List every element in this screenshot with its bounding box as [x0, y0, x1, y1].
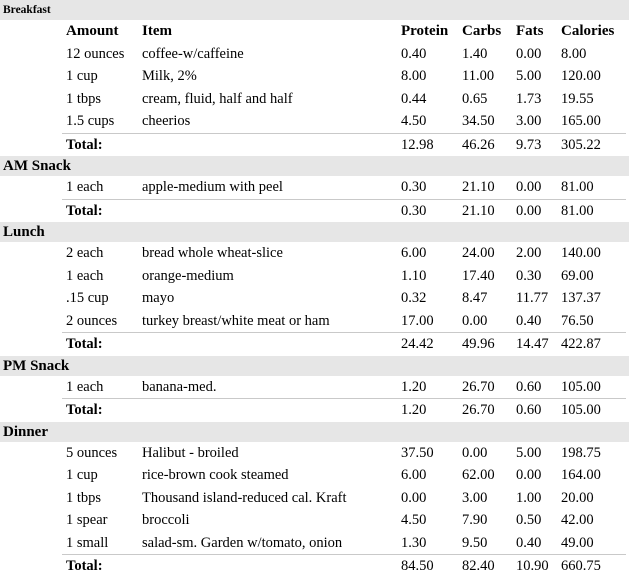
total-fats: 14.47 — [516, 336, 549, 352]
cell-item: bread whole wheat-slice — [142, 245, 283, 261]
cell-protein: 4.50 — [401, 512, 427, 528]
cell-carbs: 34.50 — [462, 113, 495, 129]
cell-carbs: 8.47 — [462, 290, 488, 306]
cell-protein: 0.00 — [401, 489, 427, 506]
cell-amount: 1 small — [66, 534, 109, 551]
total-carbs: 26.70 — [462, 402, 495, 418]
cell-amount: 2 ounces — [66, 312, 118, 329]
cell-carbs: 3.00 — [462, 489, 488, 506]
cell-calories: 140.00 — [561, 245, 601, 261]
cell-protein: 1.10 — [401, 267, 427, 284]
total-protein: 12.98 — [401, 136, 434, 153]
total-protein: 1.20 — [401, 402, 427, 418]
cell-carbs: 0.00 — [462, 444, 488, 461]
cell-fats: 0.60 — [516, 378, 542, 395]
total-label: Total: — [66, 136, 103, 153]
total-calories: 660.75 — [561, 558, 601, 574]
total-label: Total: — [66, 402, 103, 418]
column-header-item: Item — [142, 23, 172, 39]
cell-item: salad-sm. Garden w/tomato, onion — [142, 534, 343, 551]
section-header-dinner: Dinner — [0, 422, 629, 442]
section-header-pm-snack: PM Snack — [0, 356, 629, 376]
column-header-row — [0, 20, 629, 43]
cell-protein: 4.50 — [401, 113, 427, 129]
cell-calories: 164.00 — [561, 467, 601, 483]
cell-carbs: 62.00 — [462, 467, 495, 483]
total-calories: 422.87 — [561, 336, 601, 352]
cell-protein: 0.30 — [401, 179, 427, 195]
cell-calories: 49.00 — [561, 534, 594, 551]
cell-fats: 0.30 — [516, 267, 542, 284]
cell-fats: 0.50 — [516, 512, 542, 528]
cell-amount: 1 each — [66, 179, 104, 195]
cell-amount: 2 each — [66, 245, 104, 261]
total-label: Total: — [66, 336, 103, 352]
cell-protein: 0.32 — [401, 290, 427, 306]
table-row — [0, 88, 629, 111]
total-fats: 10.90 — [516, 558, 549, 574]
cell-carbs: 21.10 — [462, 179, 495, 195]
cell-protein: 1.30 — [401, 534, 427, 551]
table-row — [0, 532, 629, 555]
cell-protein: 37.50 — [401, 444, 434, 461]
cell-item: Milk, 2% — [142, 68, 197, 84]
cell-fats: 0.40 — [516, 312, 542, 329]
cell-protein: 6.00 — [401, 467, 427, 483]
total-carbs: 21.10 — [462, 202, 495, 219]
total-protein: 0.30 — [401, 202, 427, 219]
section-header-lunch: Lunch — [0, 222, 629, 242]
cell-calories: 20.00 — [561, 489, 594, 506]
section-header-breakfast: Breakfast — [0, 0, 629, 20]
cell-fats: 5.00 — [516, 444, 542, 461]
cell-amount: 12 ounces — [66, 45, 125, 62]
cell-calories: 165.00 — [561, 113, 601, 129]
cell-amount: 1 each — [66, 267, 104, 284]
cell-calories: 120.00 — [561, 68, 601, 84]
column-header-calories: Calories — [561, 23, 615, 39]
cell-amount: 5 ounces — [66, 444, 118, 461]
cell-protein: 1.20 — [401, 378, 427, 395]
cell-carbs: 17.40 — [462, 267, 495, 284]
total-fats: 9.73 — [516, 136, 542, 153]
cell-fats: 3.00 — [516, 113, 542, 129]
cell-fats: 2.00 — [516, 245, 542, 261]
total-calories: 305.22 — [561, 136, 601, 153]
cell-protein: 0.40 — [401, 45, 427, 62]
table-row — [0, 376, 629, 399]
cell-calories: 198.75 — [561, 444, 601, 461]
table-row — [0, 442, 629, 465]
cell-carbs: 0.00 — [462, 312, 488, 329]
total-row — [0, 134, 629, 157]
cell-fats: 5.00 — [516, 68, 542, 84]
cell-item: rice-brown cook steamed — [142, 467, 289, 483]
cell-amount: .15 cup — [66, 290, 109, 306]
table-row — [0, 265, 629, 288]
cell-protein: 17.00 — [401, 312, 434, 329]
table-row — [0, 110, 629, 133]
cell-carbs: 9.50 — [462, 534, 488, 551]
total-calories: 81.00 — [561, 202, 594, 219]
cell-item: Thousand island-reduced cal. Kraft — [142, 489, 347, 506]
cell-carbs: 26.70 — [462, 378, 495, 395]
table-row — [0, 487, 629, 510]
table-row — [0, 65, 629, 88]
cell-protein: 8.00 — [401, 68, 427, 84]
cell-calories: 105.00 — [561, 378, 601, 395]
cell-item: Halibut - broiled — [142, 444, 239, 461]
cell-item: apple-medium with peel — [142, 179, 283, 195]
cell-carbs: 0.65 — [462, 90, 488, 107]
total-label: Total: — [66, 558, 103, 574]
cell-fats: 11.77 — [516, 290, 549, 306]
cell-calories: 8.00 — [561, 45, 587, 62]
cell-carbs: 11.00 — [462, 68, 495, 84]
cell-item: mayo — [142, 290, 175, 306]
table-row — [0, 43, 629, 66]
cell-calories: 42.00 — [561, 512, 594, 528]
cell-item: turkey breast/white meat or ham — [142, 312, 330, 329]
table-row — [0, 287, 629, 310]
cell-fats: 1.00 — [516, 489, 542, 506]
cell-carbs: 24.00 — [462, 245, 495, 261]
cell-protein: 6.00 — [401, 245, 427, 261]
total-protein: 24.42 — [401, 336, 434, 352]
cell-item: broccoli — [142, 512, 190, 528]
table-row — [0, 310, 629, 333]
total-fats: 0.00 — [516, 202, 542, 219]
cell-item: cheerios — [142, 113, 191, 129]
cell-calories: 137.37 — [561, 290, 601, 306]
cell-carbs: 1.40 — [462, 45, 488, 62]
cell-calories: 69.00 — [561, 267, 594, 284]
cell-protein: 0.44 — [401, 90, 427, 107]
column-header-fats: Fats — [516, 23, 544, 39]
table-row — [0, 464, 629, 487]
table-row — [0, 242, 629, 265]
cell-calories: 76.50 — [561, 312, 594, 329]
cell-item: cream, fluid, half and half — [142, 90, 293, 107]
total-carbs: 82.40 — [462, 558, 495, 574]
total-carbs: 46.26 — [462, 136, 495, 153]
total-row — [0, 200, 629, 223]
cell-amount: 1 cup — [66, 467, 98, 483]
column-header-amount: Amount — [66, 23, 119, 39]
total-fats: 0.60 — [516, 402, 542, 418]
total-row — [0, 555, 629, 578]
cell-calories: 81.00 — [561, 179, 594, 195]
section-header-am-snack: AM Snack — [0, 156, 629, 176]
cell-amount: 1 each — [66, 378, 104, 395]
column-header-protein: Protein — [401, 23, 449, 39]
cell-amount: 1 spear — [66, 512, 108, 528]
total-carbs: 49.96 — [462, 336, 495, 352]
cell-amount: 1 tbps — [66, 489, 102, 506]
cell-carbs: 7.90 — [462, 512, 488, 528]
cell-item: coffee-w/caffeine — [142, 45, 244, 62]
total-row — [0, 333, 629, 356]
cell-calories: 19.55 — [561, 90, 594, 107]
cell-fats: 0.00 — [516, 467, 542, 483]
column-header-carbs: Carbs — [462, 23, 502, 39]
table-row — [0, 176, 629, 199]
total-protein: 84.50 — [401, 558, 434, 574]
cell-amount: 1 cup — [66, 68, 98, 84]
cell-fats: 0.00 — [516, 179, 542, 195]
total-calories: 105.00 — [561, 402, 601, 418]
cell-fats: 0.40 — [516, 534, 542, 551]
cell-amount: 1.5 cups — [66, 113, 115, 129]
cell-fats: 0.00 — [516, 45, 542, 62]
cell-item: banana-med. — [142, 378, 217, 395]
total-row — [0, 399, 629, 422]
total-label: Total: — [66, 202, 103, 219]
cell-item: orange-medium — [142, 267, 234, 284]
cell-amount: 1 tbps — [66, 90, 102, 107]
cell-fats: 1.73 — [516, 90, 542, 107]
table-row — [0, 509, 629, 532]
